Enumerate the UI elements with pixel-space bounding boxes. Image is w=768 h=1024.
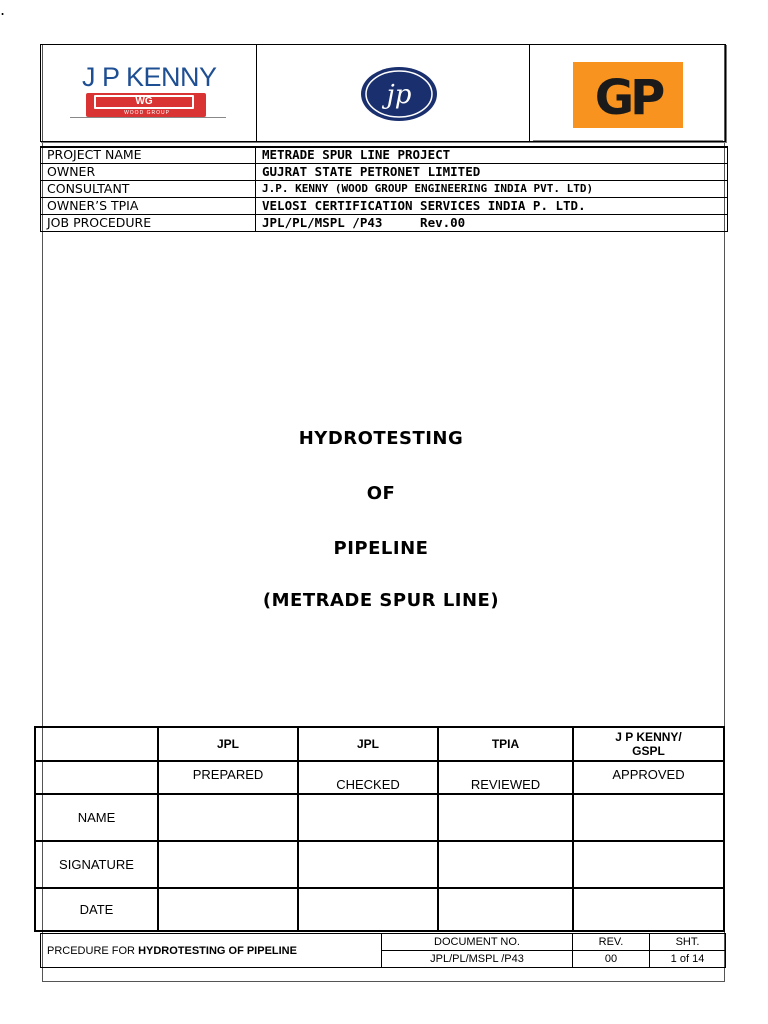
approval-role-cell (298, 761, 438, 794)
approval-row-label: SIGNATURE (35, 841, 158, 888)
footer-procedure (41, 934, 382, 968)
info-value: J.P. KENNY (WOOD GROUP ENGINEERING INDIA PVT. LTD) (256, 181, 728, 198)
gp-logo-text: GP (594, 70, 662, 126)
approval-header-cell: JPL (158, 727, 298, 761)
info-row (41, 164, 728, 181)
approval-table (34, 726, 725, 932)
signature-cell (573, 841, 724, 888)
signature-cell (298, 841, 438, 888)
logo-underline (533, 140, 723, 141)
document-title-line: (METRADE SPUR LINE) (262, 590, 500, 611)
jp-kenny-logo-text: J P KENNY (82, 62, 217, 92)
name-cell (298, 794, 438, 841)
footer-sht: 1 of 14 (650, 951, 726, 968)
info-value: METRADE SPUR LINE PROJECT (256, 147, 728, 164)
approval-role-cell (158, 761, 298, 794)
approval-date-row (35, 888, 724, 931)
info-value: JPL/PL/MSPL /P43 Rev.00 (256, 215, 728, 232)
document-title-line: HYDROTESTING (298, 428, 464, 449)
info-value: VELOSI CERTIFICATION SERVICES INDIA P. LTD. (256, 198, 728, 215)
info-row (41, 147, 728, 164)
project-info-table (40, 146, 728, 232)
approval-header-text: J P KENNY/ GSPL (615, 730, 682, 758)
info-label: CONSULTANT (41, 181, 256, 198)
wood-group-badge-subtext: WOOD GROUP (124, 110, 170, 116)
approval-header-row (35, 727, 724, 761)
info-label: JOB PROCEDURE (41, 215, 256, 232)
role-checked: CHECKED (336, 777, 400, 792)
footer-rev: 00 (573, 951, 650, 968)
info-row (41, 198, 728, 215)
role-approved: APPROVED (612, 767, 685, 782)
date-cell (158, 888, 298, 931)
info-label: OWNER (41, 164, 256, 181)
footer-row (41, 934, 726, 951)
approval-role-cell (573, 761, 724, 794)
footer-rev-label: REV. (573, 934, 650, 951)
signature-cell (438, 841, 573, 888)
approval-row-label: NAME (35, 794, 158, 841)
name-cell (158, 794, 298, 841)
info-label: OWNER’S TPIA (41, 198, 256, 215)
footer-doc-no-label: DOCUMENT NO. (382, 934, 573, 951)
date-cell (573, 888, 724, 931)
name-cell (438, 794, 573, 841)
info-label: PROJECT NAME (41, 147, 256, 164)
approval-role-cell (35, 761, 158, 794)
jp-circle-logo-text: jp (386, 80, 412, 110)
info-row (41, 215, 728, 232)
footer-procedure-title: HYDROTESTING OF PIPELINE (138, 944, 297, 957)
footer-doc-no: JPL/PL/MSPL /P43 (382, 951, 573, 968)
info-row (41, 181, 728, 198)
name-cell (573, 794, 724, 841)
footer-dot: . (0, 0, 6, 19)
footer-sht-label: SHT. (650, 934, 726, 951)
page-frame-bottom (42, 981, 725, 982)
approval-header-cell (573, 727, 724, 761)
approval-signature-row (35, 841, 724, 888)
footer-procedure-prefix: PRCEDURE FOR (47, 944, 139, 957)
info-value: GUJRAT STATE PETRONET LIMITED (256, 164, 728, 181)
approval-name-row (35, 794, 724, 841)
footer-table (40, 933, 726, 968)
jp-circle-logo (360, 66, 438, 122)
gp-logo-mark (573, 62, 683, 128)
logo-divider (256, 44, 257, 142)
approval-role-row (35, 761, 724, 794)
wood-group-badge-text: WG (94, 95, 194, 109)
document-title-line: PIPELINE (333, 538, 429, 559)
role-reviewed: REVIEWED (470, 777, 541, 792)
date-cell (438, 888, 573, 931)
document-title-line: OF (366, 483, 396, 504)
logo-divider (529, 44, 530, 142)
signature-cell (158, 841, 298, 888)
approval-header-cell: JPL (298, 727, 438, 761)
approval-header-cell (35, 727, 158, 761)
approval-role-cell (438, 761, 573, 794)
role-prepared: PREPARED (192, 767, 264, 782)
logo-underline (70, 117, 226, 118)
approval-row-label: DATE (35, 888, 158, 931)
date-cell (298, 888, 438, 931)
approval-header-cell: TPIA (438, 727, 573, 761)
